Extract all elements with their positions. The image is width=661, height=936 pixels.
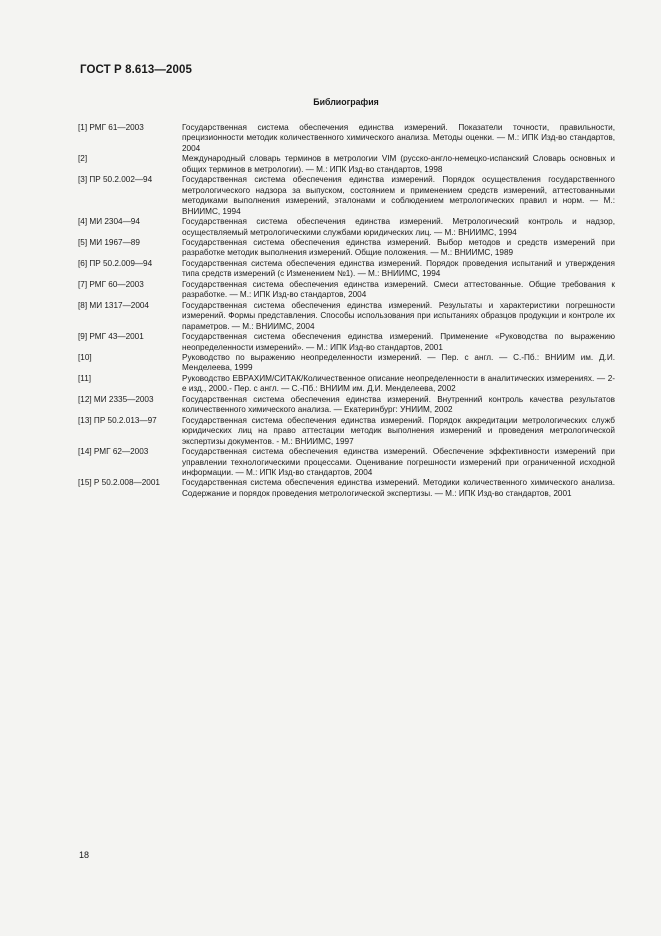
entry-code: [5] МИ 1967—89 (78, 237, 140, 247)
entry-text: Государственная система обеспечения единства измерений. Смеси аттестованные. Общие требования к разработке. — М.: ИПК Изд-во стандартов, 2004 (182, 279, 615, 300)
section-title: Библиография (313, 97, 379, 107)
entry-text: Государственная система обеспечения единства измерений. Результаты и характеристики погрешности измерений. Формы представления. Способы использования при испытаниях образцов продукции и контроле их параметров. — М.: ВНИИМС, 2004 (182, 300, 615, 331)
entry-text: Государственная система обеспечения единства измерений. Методики количественного химического анализа. Содержание и порядок проведения метрологической экспертизы. — М.: ИПК Изд-во стандартов, 2001 (182, 478, 615, 498)
entry-code: [15] Р 50.2.008—2001 (78, 478, 160, 488)
entry-code: [2] (78, 154, 88, 164)
entry-text: Руководство по выражению неопределенности измерений. — Пер. с англ. — С.-Пб.: ВНИИМ им. Д.И. Менделеева, 1999 (182, 352, 615, 373)
bibliography-list (78, 123, 615, 499)
bibliography-entry (78, 353, 615, 374)
bibliography-entry (78, 123, 615, 154)
bibliography-entry (78, 238, 615, 259)
bibliography-entry (78, 395, 615, 416)
entry-text: Государственная система обеспечения единства измерений. Применение «Руководства по выражению неопределенности измерений». — М.: ИПК Изд-во стандартов, 2001 (182, 332, 615, 352)
bibliography-entry (78, 280, 615, 301)
entry-text: Государственная система обеспечения единства измерений. Порядок проведения испытаний и утверждения типа средств измерений (с Изменением №1). — М.: ВНИИМС, 1994 (182, 258, 615, 279)
entry-code: [9] РМГ 43—2001 (78, 332, 144, 342)
entry-text: Государственная система обеспечения единства измерений. Метрологический контроль и надзор, осуществляемый метрологическими службами юридических лиц. — М.: ВНИИМС, 1994 (182, 217, 615, 237)
entry-text: Руководство ЕВРАХИМ/СИТАК/Количественное описание неопределенности в аналитических измерениях. — 2-е изд., 2000.- Пер. с англ. — С.-Пб.: ВНИИМ им. Д.И. Менделеева, 2002 (182, 373, 615, 394)
bibliography-entry (78, 478, 615, 499)
bibliography-entry (78, 175, 615, 217)
entry-code: [13] ПР 50.2.013—97 (78, 415, 157, 425)
bibliography-entry (78, 447, 615, 478)
entry-text: Государственная система обеспечения единства измерений. Внутренний контроль качества результатов количественного химического анализа. — Екатеринбург: УНИИМ, 2002 (182, 394, 615, 415)
page-number: 18 (79, 850, 90, 860)
entry-code: [14] РМГ 62—2003 (78, 447, 149, 457)
entry-code: [4] МИ 2304—94 (78, 217, 140, 227)
entry-code: [7] РМГ 60—2003 (78, 279, 144, 289)
entry-code: [3] ПР 50.2.002—94 (78, 175, 153, 185)
bibliography-entry (78, 332, 615, 353)
bibliography-entry (78, 217, 615, 238)
entry-text: Государственная система обеспечения единства измерений. Выбор методов и средств измерений при разработке методик выполнения измерений. Общие положения. — М.: ВНИИМС, 1989 (182, 237, 615, 258)
bibliography-entry (78, 154, 615, 175)
entry-code: [12] МИ 2335—2003 (78, 394, 154, 404)
document-header: ГОСТ Р 8.613—2005 (80, 64, 192, 76)
entry-code: [8] МИ 1317—2004 (78, 300, 149, 310)
entry-text: Государственная система обеспечения единства измерений. Обеспечение эффективности измерений при управлении технологическими процессами. Оценивание погрешности измерений при ограниченной исходной информации. — М.: ИПК Изд-во стандартов, 2004 (182, 447, 615, 477)
bibliography-entry (78, 259, 615, 280)
entry-text: Государственная система обеспечения единства измерений. Порядок аккредитации метрологических служб юридических лиц на право аттестации методик выполнения измерений и проведения метрологической экспертизы документов. - М.: ВНИИМС, 1997 (182, 415, 615, 446)
entry-code: [6] ПР 50.2.009—94 (78, 258, 153, 268)
entry-text: Государственная система обеспечения единства измерений. Порядок осуществления государственного метрологического надзора за выпуском, состоянием и применением средств измерений, аттестованными методиками выполнения измерений, эталонами и соблюдением метрологических правил и норм. — М.: ВНИИМС, 1994 (182, 175, 615, 216)
entry-text: Международный словарь терминов в метрологии VIM (русско-англо-немецко-испанский Словарь основных и общих терминов в метрологии). — М.: ИПК Изд-во стандартов, 1998 (182, 154, 615, 174)
entry-code: [10] (78, 352, 92, 362)
entry-code: [11] (78, 373, 92, 383)
bibliography-entry (78, 374, 615, 395)
bibliography-entry (78, 301, 615, 332)
entry-code: [1] РМГ 61—2003 (78, 123, 144, 132)
entry-text: Государственная система обеспечения единства измерений. Показатели точности, правильности, прецизионности методик количественного химического анализа. Методы оценки. — М.: ИПК Изд-во стандартов, 2004 (182, 123, 615, 153)
bibliography-entry (78, 416, 615, 447)
